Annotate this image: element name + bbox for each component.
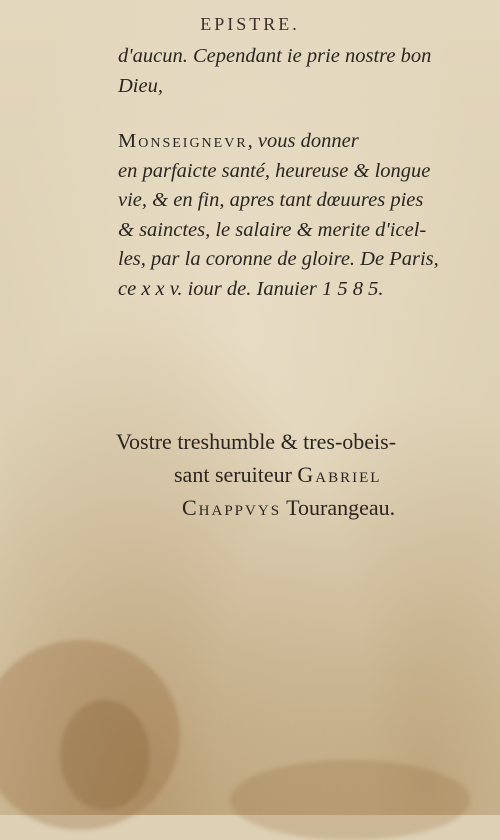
text-line: vie, & en fin, apres tant dœuures pies	[118, 189, 424, 211]
text-line: Dieu,	[118, 74, 163, 97]
signature-block	[116, 425, 476, 524]
signature-line	[116, 491, 476, 524]
text-line: & sainctes, le salaire & merite d'icel-	[118, 218, 427, 241]
text-line-address: Monseignevr, vous donner	[118, 130, 359, 152]
text-line-date: ce x x v. iour de. Ianuier 1 5 8 5.	[118, 277, 384, 300]
signature-text: Tourangeau.	[281, 495, 396, 520]
text-block-dedication	[118, 127, 468, 304]
text-block-closing	[118, 42, 468, 101]
text-line: en parfaicte santé, heureuse & longue	[118, 159, 431, 182]
running-header: EPISTRE.	[200, 14, 300, 34]
text-line: d'aucun. Cependant ie prie nostre bon	[118, 45, 432, 67]
author-surname: Chappvys	[182, 495, 282, 520]
water-stain	[230, 760, 470, 840]
signature-line: Vostre treshumble & tres-obeis-	[116, 429, 397, 454]
text-line: les, par la coronne de gloire. De Paris,	[118, 248, 439, 270]
signature-line	[116, 458, 476, 491]
signature-text: sant seruiteur	[174, 462, 298, 487]
water-stain	[60, 700, 150, 810]
author-first-name: Gabriel	[297, 462, 382, 487]
